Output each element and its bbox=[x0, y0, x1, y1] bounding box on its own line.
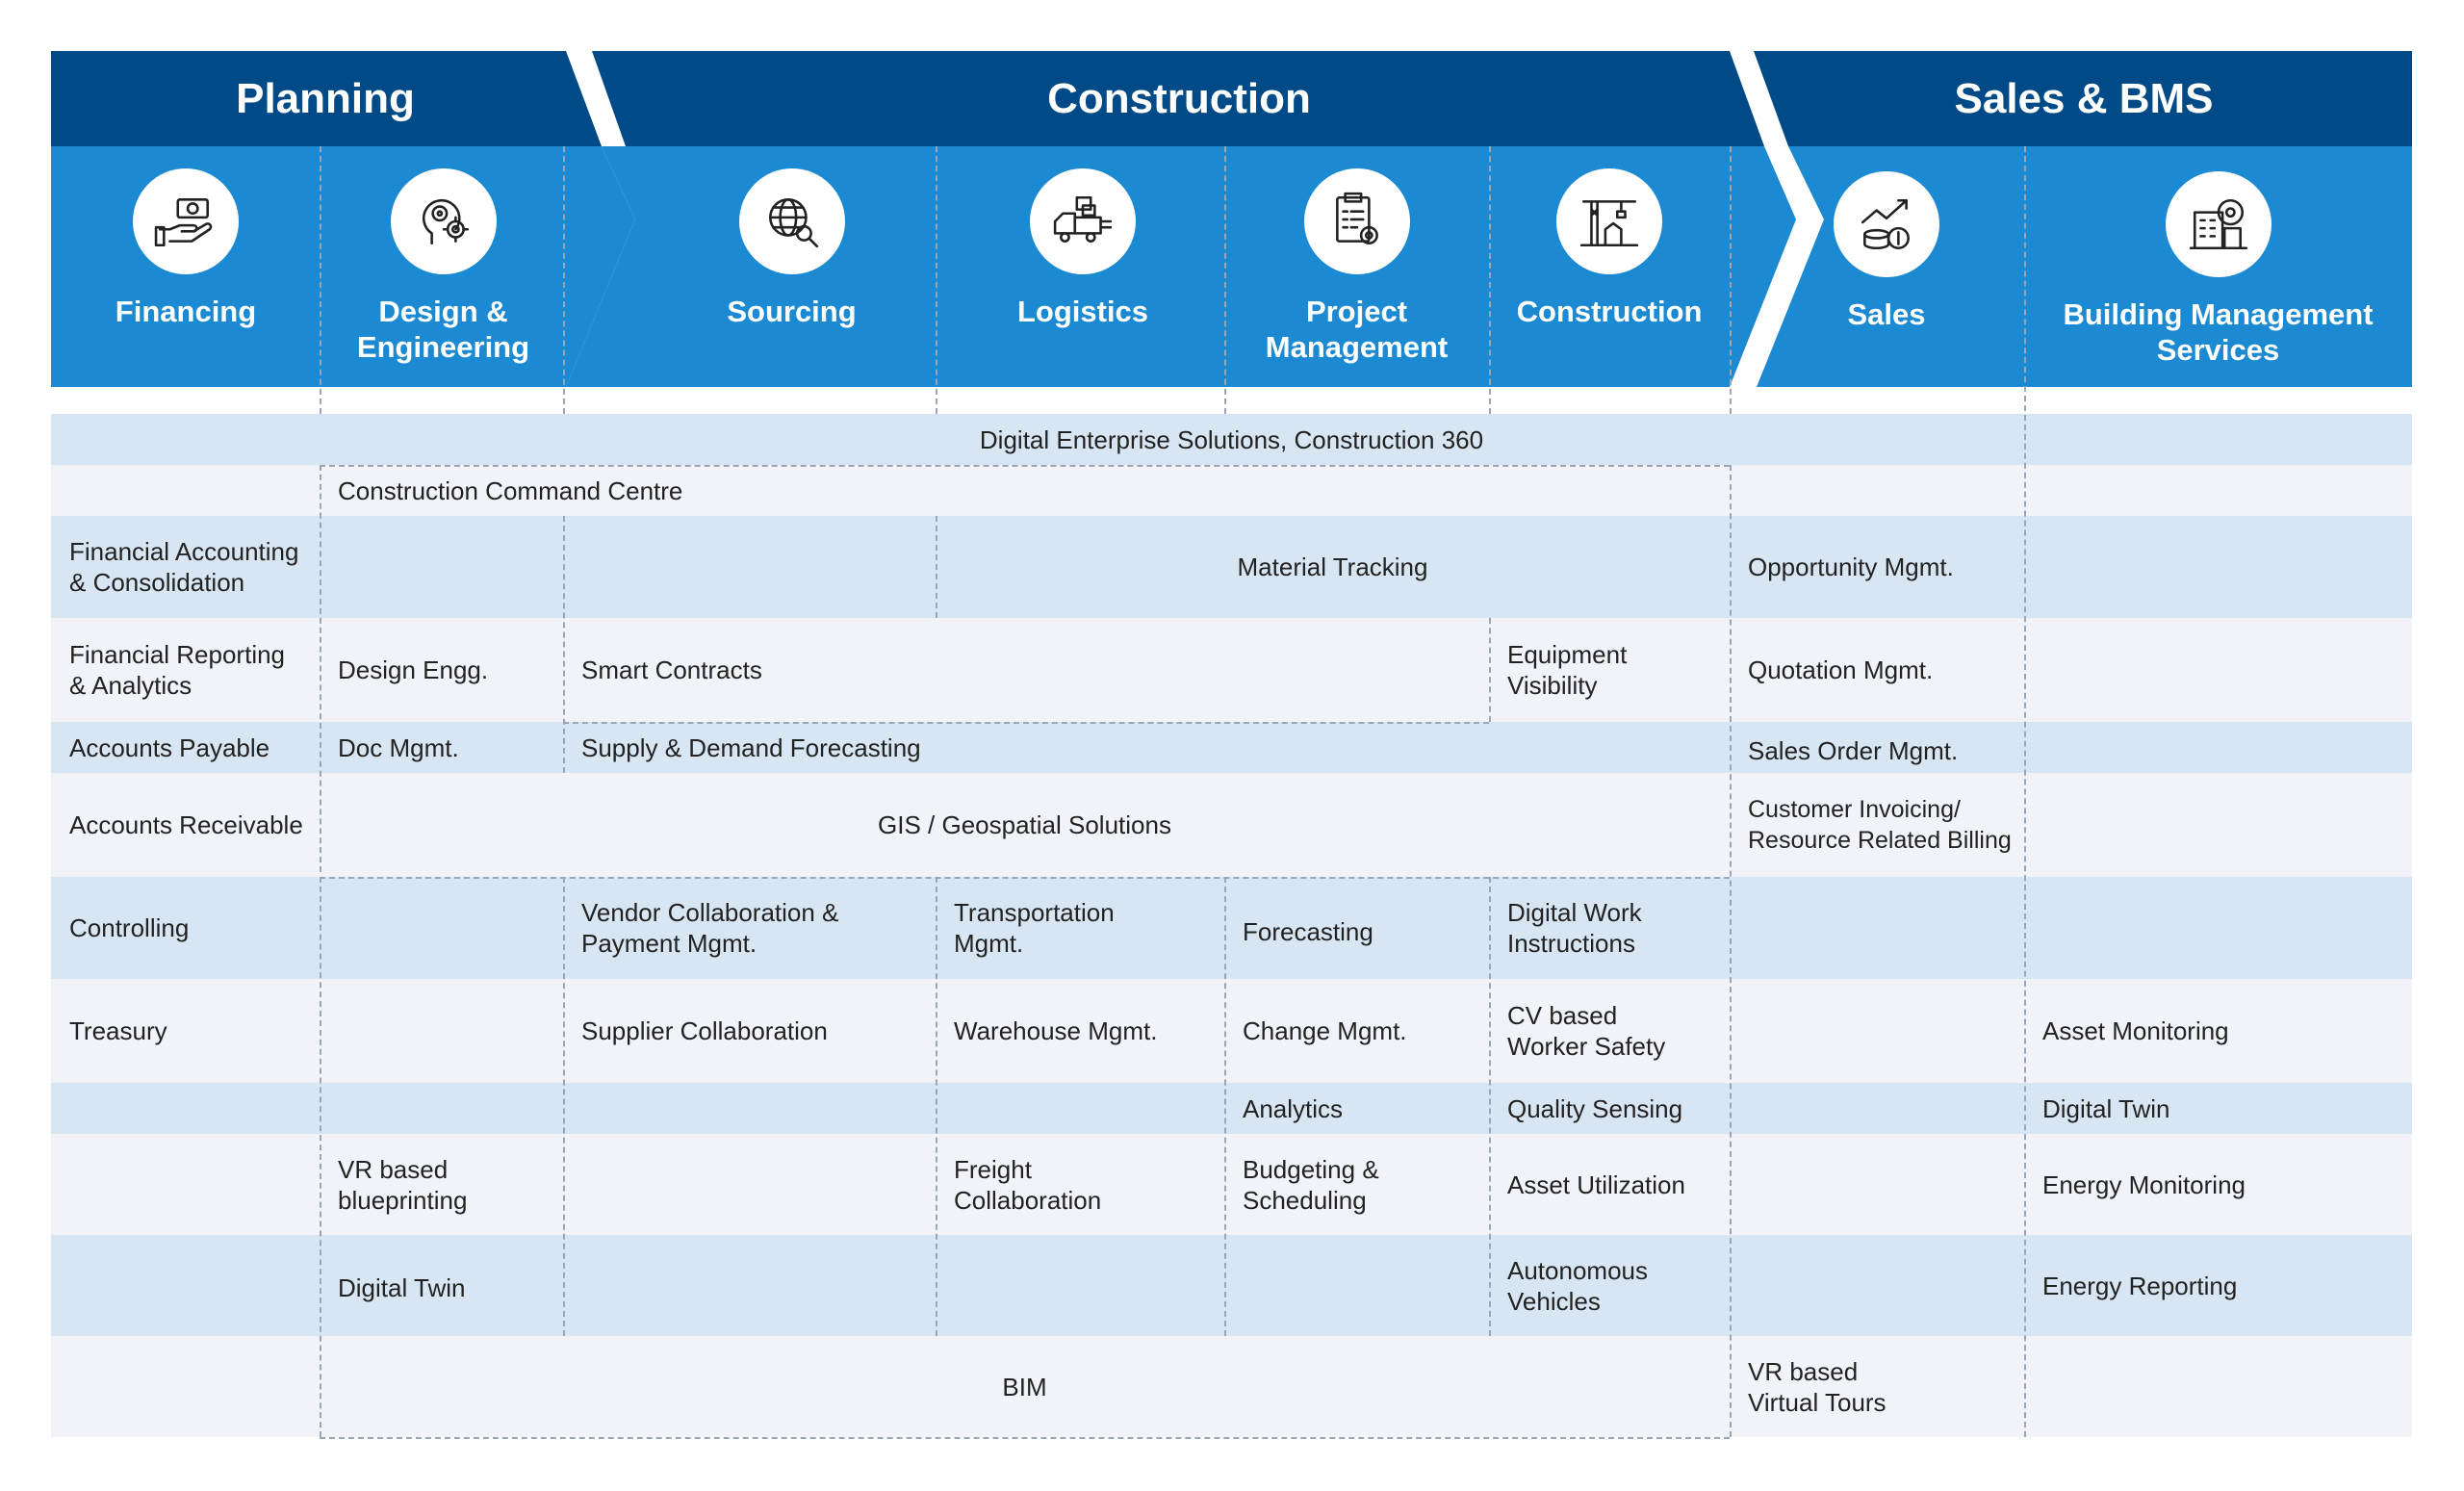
divider bbox=[1730, 146, 1732, 414]
stage-sales bbox=[1752, 149, 2021, 390]
stage-label: Design & Engineering bbox=[356, 295, 530, 364]
stage-label: Building Management Services bbox=[2063, 297, 2374, 367]
cell-asset-utilization: Asset Utilization bbox=[1507, 1170, 1685, 1199]
cell-digital-enterprise: Digital Enterprise Solutions, Construction 360 bbox=[979, 424, 1484, 454]
cell-accounts-payable: Accounts Payable bbox=[69, 733, 270, 762]
delivery-truck-icon bbox=[1030, 168, 1136, 274]
cell-accounts-receivable: Accounts Receivable bbox=[69, 810, 303, 839]
stage-label: Project Management bbox=[1265, 295, 1449, 364]
stage-label: Financing bbox=[115, 295, 257, 328]
cell-warehouse: Warehouse Mgmt. bbox=[954, 1016, 1158, 1045]
cell-controlling: Controlling bbox=[69, 913, 190, 942]
divider bbox=[1489, 146, 1491, 414]
cell-energy-monitoring: Energy Monitoring bbox=[2042, 1170, 2246, 1199]
cell-opportunity: Opportunity Mgmt. bbox=[1748, 553, 1954, 581]
phase-title-sales: Sales & BMS bbox=[1954, 75, 2214, 122]
divider bbox=[563, 146, 565, 414]
cell-digital-twin-bms: Digital Twin bbox=[2042, 1093, 2170, 1123]
stage-label: Construction bbox=[1516, 295, 1703, 328]
stage-label: Sales bbox=[1847, 297, 1926, 331]
cell-freight: Freight Collaboration bbox=[954, 1154, 1102, 1215]
phase-title-construction: Construction bbox=[1047, 75, 1311, 122]
cell-supplier-collab: Supplier Collaboration bbox=[581, 1016, 828, 1045]
cell-analytics: Analytics bbox=[1243, 1093, 1344, 1123]
divider bbox=[936, 146, 937, 414]
cell-cv-safety: CV based Worker Safety bbox=[1507, 1001, 1666, 1061]
cell-material-tracking: Material Tracking bbox=[1237, 553, 1428, 581]
cell-sales-order: Sales Order Mgmt. bbox=[1748, 735, 1959, 765]
cell-vendor-collab: Vendor Collaboration & Payment Mgmt. bbox=[581, 898, 839, 958]
sales-chart-icon bbox=[1834, 171, 1939, 277]
cell-fin-accounting: Financial Accounting & Consolidation bbox=[69, 537, 299, 597]
cell-fin-reporting: Financial Reporting & Analytics bbox=[69, 640, 286, 700]
cell-doc-mgmt: Doc Mgmt. bbox=[338, 733, 459, 762]
cell-design-engg: Design Engg. bbox=[338, 656, 489, 684]
divider bbox=[320, 1437, 1730, 1439]
cell-budgeting: Budgeting & Scheduling bbox=[1243, 1154, 1379, 1215]
stage-design-engineering bbox=[321, 146, 566, 387]
stage-building-management bbox=[2024, 149, 2412, 390]
cell-digital-work: Digital Work Instructions bbox=[1507, 898, 1642, 958]
cell-transportation: Transportation Mgmt. bbox=[954, 898, 1115, 958]
cell-supply-demand: Supply & Demand Forecasting bbox=[581, 733, 921, 762]
cell-digital-twin-design: Digital Twin bbox=[338, 1272, 466, 1302]
stage-logistics bbox=[938, 146, 1227, 387]
cell-asset-monitoring: Asset Monitoring bbox=[2042, 1016, 2229, 1045]
cell-vr-tours: VR based Virtual Tours bbox=[1748, 1356, 1886, 1417]
stage-sourcing bbox=[654, 146, 929, 387]
stage-construction bbox=[1489, 146, 1730, 387]
cell-quality-sensing: Quality Sensing bbox=[1507, 1093, 1683, 1123]
clipboard-gear-icon bbox=[1304, 168, 1410, 274]
hand-money-icon bbox=[133, 168, 239, 274]
cell-customer-invoicing: Customer Invoicing/ Resource Related Billing bbox=[1748, 796, 2012, 854]
gears-head-icon bbox=[391, 168, 497, 274]
phase-title-planning: Planning bbox=[236, 75, 415, 122]
cell-autonomous: Autonomous Vehicles bbox=[1507, 1255, 1648, 1316]
stage-project-management bbox=[1224, 146, 1489, 387]
crane-building-icon bbox=[1556, 168, 1662, 274]
globe-search-icon bbox=[739, 168, 845, 274]
cell-vr-blueprinting: VR based blueprinting bbox=[338, 1154, 468, 1215]
cell-smart-contracts: Smart Contracts bbox=[581, 656, 762, 684]
divider bbox=[320, 146, 321, 414]
cell-energy-reporting: Energy Reporting bbox=[2042, 1271, 2238, 1300]
cell-bim: BIM bbox=[1002, 1372, 1047, 1401]
building-gear-icon bbox=[2166, 171, 2272, 277]
cell-change-mgmt: Change Mgmt. bbox=[1243, 1016, 1407, 1045]
cell-gis: GIS / Geospatial Solutions bbox=[878, 810, 1171, 839]
cell-equipment-visibility: Equipment Visibility bbox=[1507, 640, 1628, 700]
cell-quotation: Quotation Mgmt. bbox=[1748, 656, 1934, 684]
cell-forecasting: Forecasting bbox=[1243, 917, 1373, 946]
cell-command-centre: Construction Command Centre bbox=[338, 476, 683, 505]
stage-label: Logistics bbox=[1016, 295, 1149, 328]
stage-financing bbox=[51, 146, 321, 387]
divider bbox=[1224, 146, 1226, 414]
stage-label: Sourcing bbox=[727, 295, 857, 328]
cell-treasury: Treasury bbox=[69, 1016, 167, 1045]
